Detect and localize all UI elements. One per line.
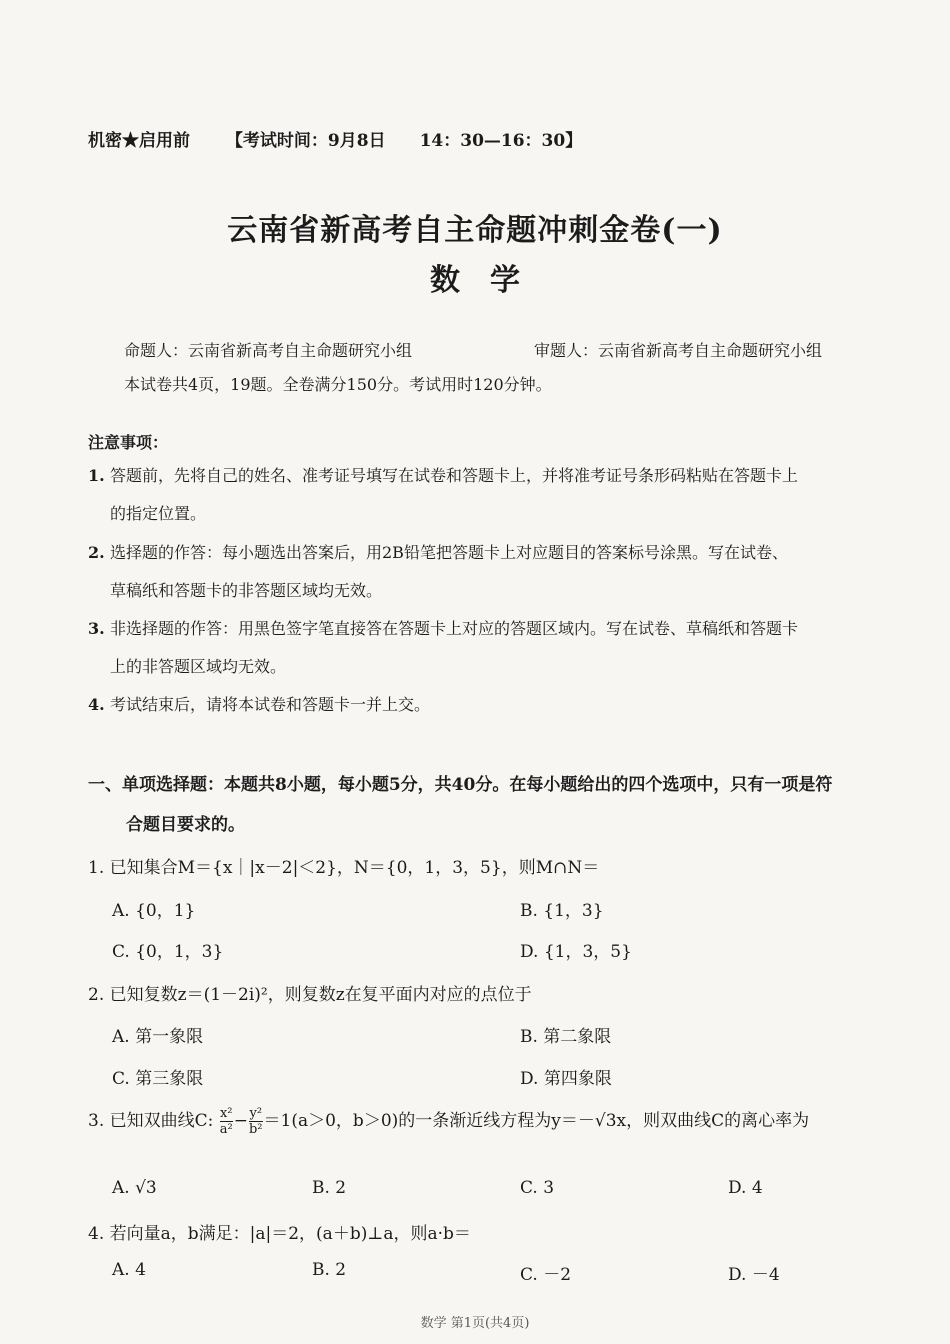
setter-line: 命题人：云南省新高考自主命题研究小组 xyxy=(124,341,413,360)
confidential-label: 机密★启用前 xyxy=(88,131,190,151)
notice-text-cont: 上的非答题区域均无效。 xyxy=(110,657,287,676)
fraction-numerator: x² xyxy=(219,1106,233,1121)
question-stem: 2. 已知复数z＝(1－2i)²，则复数z在复平面内对应的点位于 xyxy=(88,985,532,1005)
notice-number: 3. xyxy=(88,619,105,638)
option-c: C. －2 xyxy=(520,1265,572,1285)
fraction-denominator: b² xyxy=(248,1122,263,1137)
option-d: D. 4 xyxy=(728,1178,763,1198)
option-a: A. {0，1} xyxy=(112,901,196,921)
notice-text: 考试结束后，请将本试卷和答题卡一并上交。 xyxy=(110,695,431,714)
exam-title: 云南省新高考自主命题冲刺金卷(一) xyxy=(227,213,723,248)
exam-header xyxy=(88,126,582,151)
option-c: C. {0，1，3} xyxy=(112,942,224,962)
option-b: B. 第二象限 xyxy=(520,1027,612,1047)
exam-time: 【考试时间：9月8日 14：30—16：30】 xyxy=(225,131,583,151)
exam-subject: 数学 xyxy=(430,263,550,298)
page-footer: 数学 第1页(共4页) xyxy=(420,1316,530,1331)
option-a: A. 第一象限 xyxy=(112,1027,204,1047)
notice-item xyxy=(88,534,914,610)
question-stem: 1. 已知集合M＝{x｜|x－2|＜2}，N＝{0，1，3，5}，则M∩N＝ xyxy=(88,858,600,878)
section-heading-line1: 一、单项选择题：本题共8小题，每小题5分，共40分。在每小题给出的四个选项中，只有一项是符 xyxy=(88,775,833,795)
option-d: D. {1，3，5} xyxy=(520,942,632,962)
notice-text: 选择题的作答：每小题选出答案后，用2B铅笔把答题卡上对应题目的答案标号涂黑。写在试卷、 xyxy=(110,543,788,562)
option-d: D. －4 xyxy=(728,1265,780,1285)
reviewer-line: 审题人：云南省新高考自主命题研究小组 xyxy=(534,341,823,360)
notice-item xyxy=(88,686,914,724)
exam-info: 本试卷共4页，19题。全卷满分150分。考试用时120分钟。 xyxy=(124,375,552,394)
fraction-y2-b2 xyxy=(249,1106,263,1137)
section-heading xyxy=(88,765,914,845)
option-b: B. 2 xyxy=(312,1178,347,1198)
option-a: A. √3 xyxy=(112,1178,157,1198)
option-c: C. 3 xyxy=(520,1178,555,1198)
question-stem xyxy=(88,1106,809,1137)
minus-sign: − xyxy=(233,1111,248,1131)
fraction-denominator: a² xyxy=(219,1122,233,1137)
notice-text: 答题前，先将自己的姓名、准考证号填写在试卷和答题卡上，并将准考证号条形码粘贴在答题卡上 xyxy=(110,466,799,485)
notice-heading: 注意事项： xyxy=(88,433,169,452)
notice-text-cont: 的指定位置。 xyxy=(110,504,207,523)
notice-text-cont: 草稿纸和答题卡的非答题区域均无效。 xyxy=(110,581,383,600)
question-stem-suffix: ＝1(a＞0，b＞0)的一条渐近线方程为y＝－√3x，则双曲线C的离心率为 xyxy=(263,1111,810,1131)
option-a: A. 4 xyxy=(112,1260,146,1280)
notice-number: 1. xyxy=(88,466,105,485)
notice-item xyxy=(88,457,914,533)
fraction-numerator: y² xyxy=(249,1106,263,1121)
question-stem-prefix: 3. 已知双曲线C: xyxy=(88,1111,214,1131)
section-heading-line2: 合题目要求的。 xyxy=(126,815,245,835)
option-b: B. 2 xyxy=(312,1260,347,1280)
notice-item xyxy=(88,610,914,686)
notice-number: 4. xyxy=(88,695,105,714)
fraction-x2-a2 xyxy=(220,1106,233,1137)
notice-text: 非选择题的作答：用黑色签字笔直接答在答题卡上对应的答题区域内。写在试卷、草稿纸和答题卡 xyxy=(110,619,799,638)
option-c: C. 第三象限 xyxy=(112,1069,204,1089)
question-stem: 4. 若向量a，b满足：|a|＝2，(a＋b)⊥a，则a·b＝ xyxy=(88,1224,471,1244)
notice-number: 2. xyxy=(88,543,105,562)
option-d: D. 第四象限 xyxy=(520,1069,612,1089)
option-b: B. {1，3} xyxy=(520,901,604,921)
